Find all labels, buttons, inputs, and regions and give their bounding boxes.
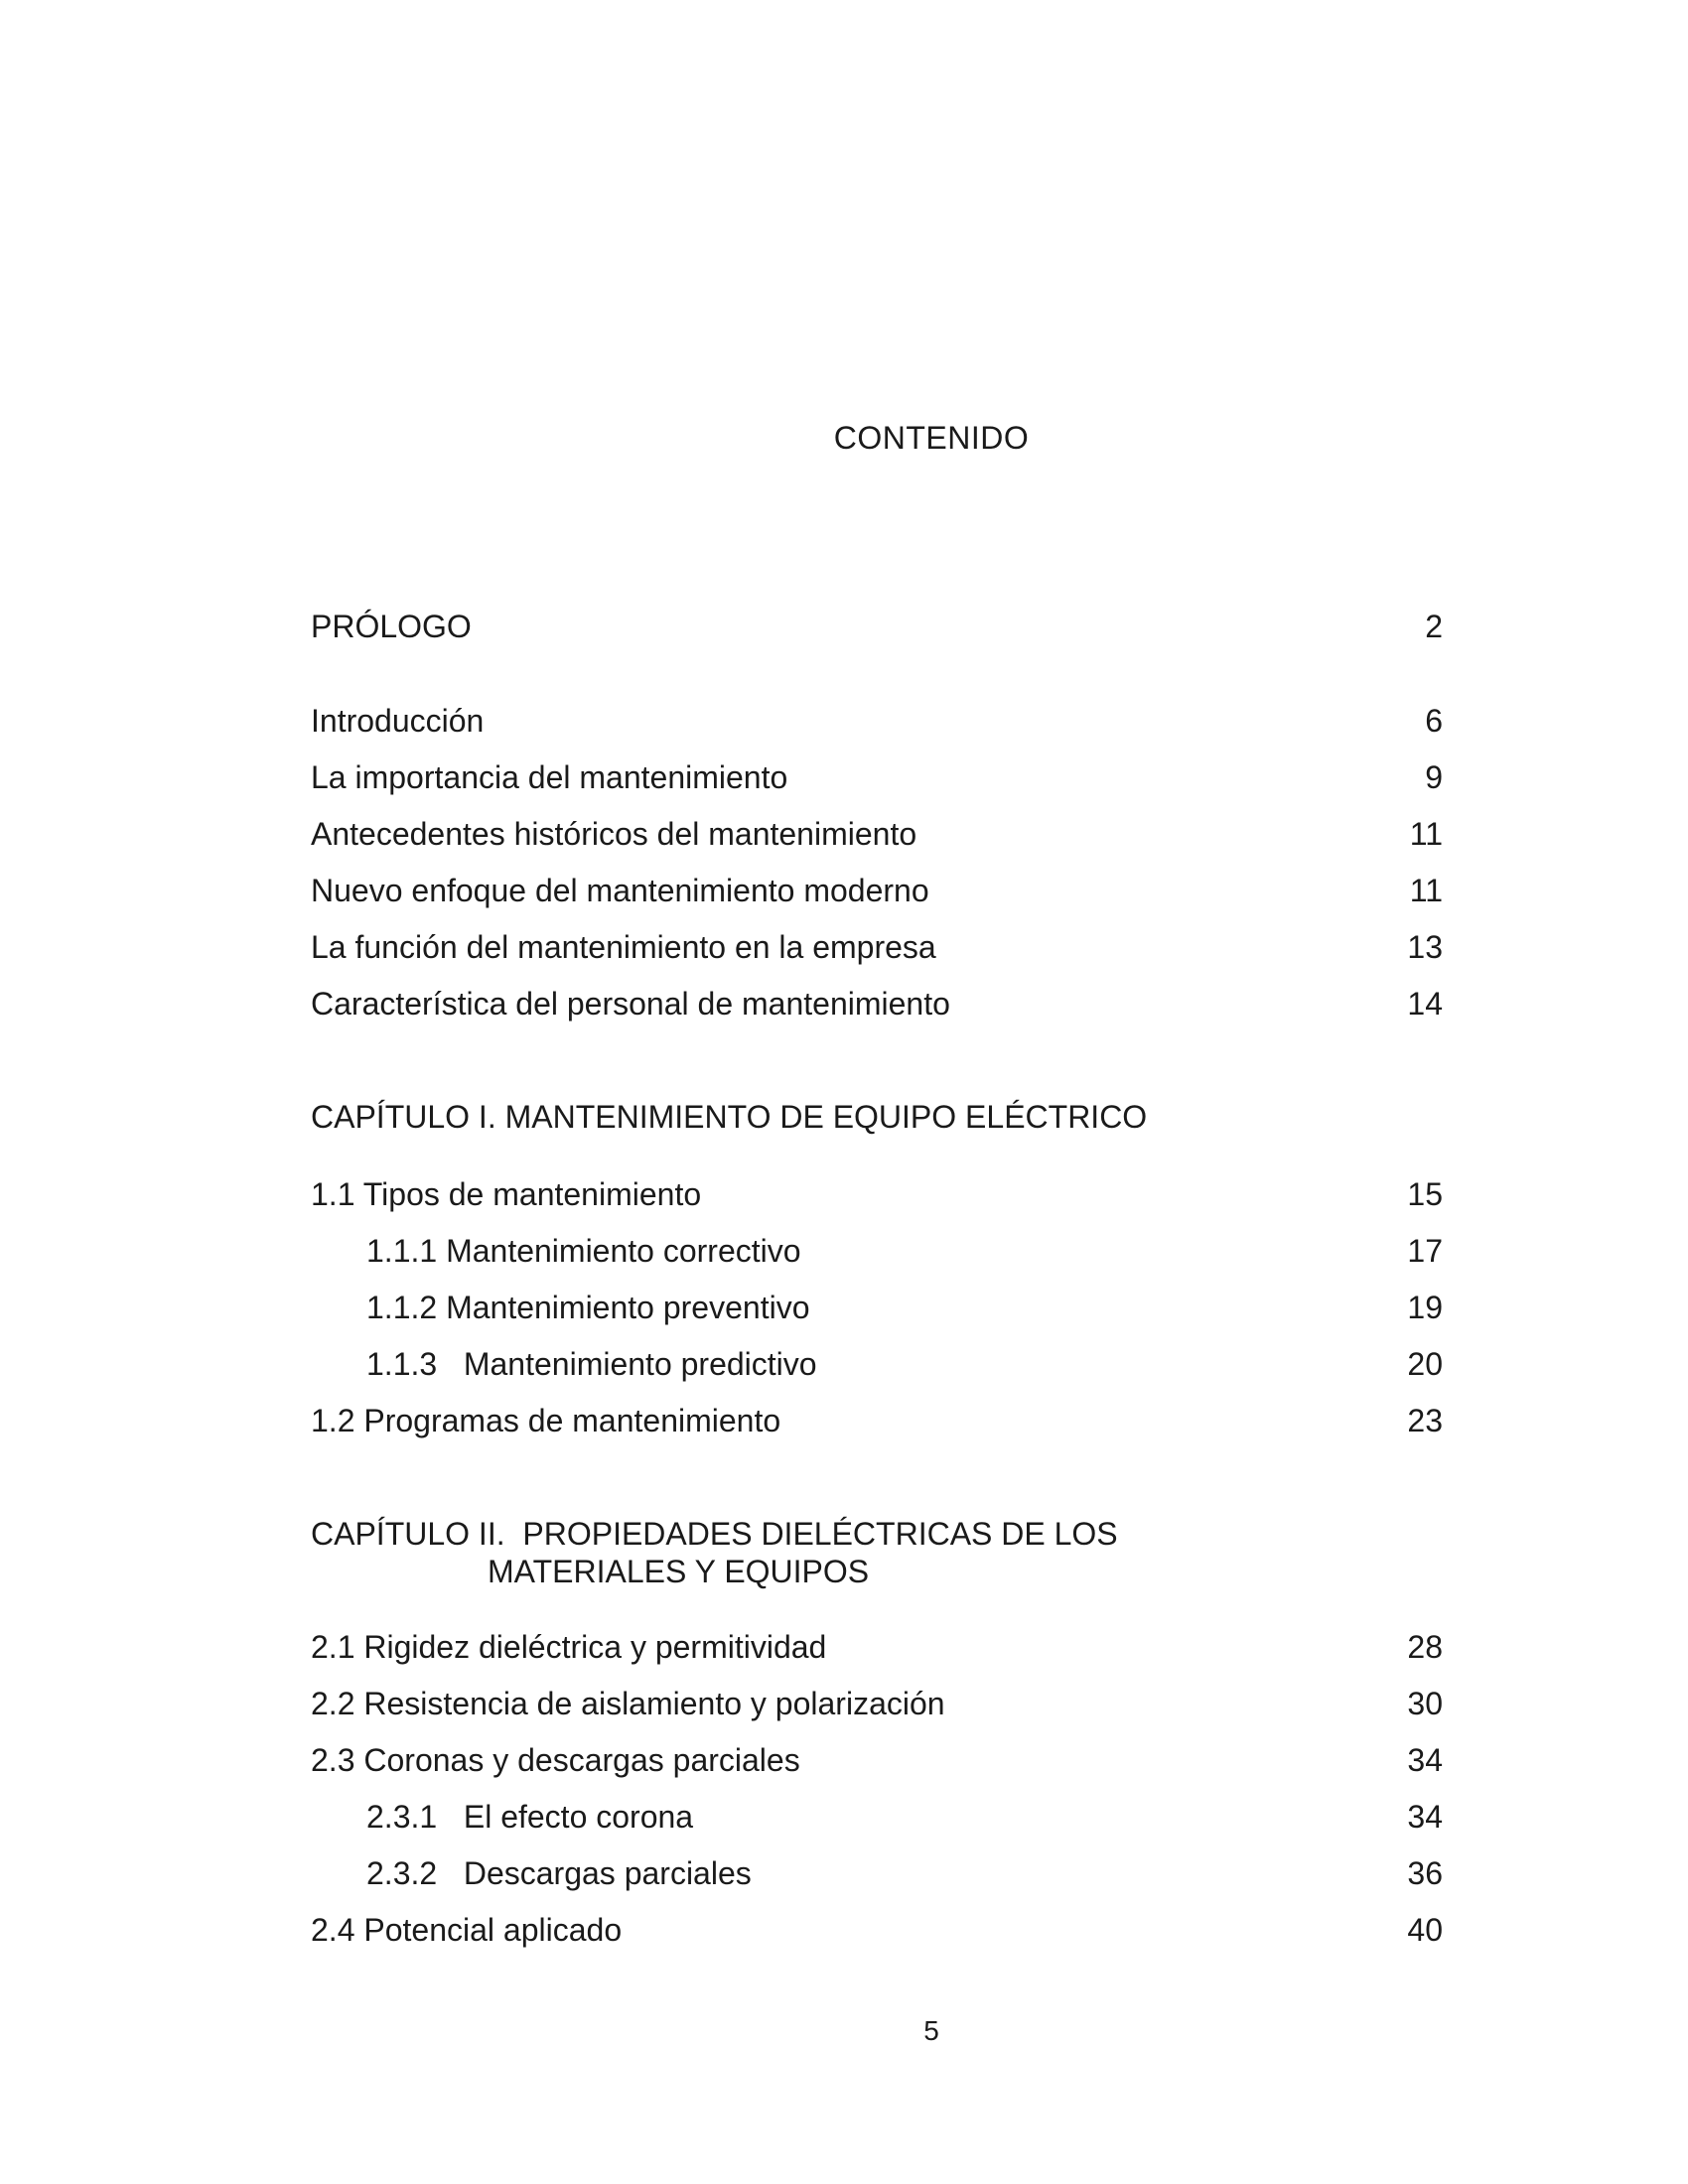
toc-entry-page: 6: [1425, 703, 1443, 739]
chapter-heading-line: MATERIALES Y EQUIPOS: [488, 1554, 870, 1589]
toc-entry-label: Antecedentes históricos del mantenimiento: [311, 816, 917, 852]
toc-entry-page: 28: [1407, 1629, 1443, 1665]
toc-entry-label: La importancia del mantenimiento: [311, 759, 788, 795]
toc-entry-label: Característica del personal de mantenimiento: [311, 986, 950, 1022]
toc-entry-page: 13: [1407, 929, 1443, 965]
toc-entry-label: 2.2 Resistencia de aislamiento y polarización: [311, 1686, 945, 1721]
toc-entry-label: Introducción: [311, 703, 485, 739]
toc-entry-label: 1.2 Programas de mantenimiento: [311, 1403, 781, 1438]
toc-entry-label: PRÓLOGO: [311, 609, 472, 644]
chapter-heading: [311, 1515, 1118, 1590]
toc-entry-page: 30: [1407, 1686, 1443, 1721]
page-title: CONTENIDO: [833, 420, 1030, 456]
chapter-heading-line: CAPÍTULO II. PROPIEDADES DIELÉCTRICAS DE LOS: [311, 1516, 1118, 1552]
toc-entry-label: 2.4 Potencial aplicado: [311, 1912, 623, 1948]
toc-entry-page: 9: [1425, 759, 1443, 795]
toc-entry-page: 15: [1407, 1176, 1443, 1212]
toc-entry-page: 36: [1407, 1855, 1443, 1891]
toc-entry-page: 14: [1407, 986, 1443, 1022]
toc-entry-page: 11: [1409, 873, 1443, 908]
toc-entry-page: 11: [1409, 816, 1443, 852]
toc-entry-page: 20: [1407, 1346, 1443, 1382]
toc-entry-page: 34: [1407, 1799, 1443, 1835]
toc-entry-label: 1.1.3 Mantenimiento predictivo: [366, 1346, 817, 1382]
toc-entry-label: 2.3 Coronas y descargas parciales: [311, 1742, 800, 1778]
toc-entry-label: 2.3.1 El efecto corona: [366, 1799, 694, 1835]
toc-entry-label: 1.1.1 Mantenimiento correctivo: [366, 1233, 801, 1269]
toc-entry-page: 19: [1407, 1290, 1443, 1325]
toc-entry-label: 1.1.2 Mantenimiento preventivo: [366, 1290, 810, 1325]
toc-entry-page: 17: [1407, 1233, 1443, 1269]
toc-entry-label: 2.3.2 Descargas parciales: [366, 1855, 752, 1891]
toc-entry-label: La función del mantenimiento en la empresa: [311, 929, 936, 965]
page-number: 5: [923, 2015, 939, 2046]
toc-entry-page: 2: [1425, 609, 1443, 644]
toc-entry-label: 1.1 Tipos de mantenimiento: [311, 1176, 702, 1212]
toc-entry-label: 2.1 Rigidez dieléctrica y permitividad: [311, 1629, 827, 1665]
toc-entry-page: 23: [1407, 1403, 1443, 1438]
toc-entry-label: Nuevo enfoque del mantenimiento moderno: [311, 873, 929, 908]
toc-entry-page: 34: [1407, 1742, 1443, 1778]
chapter-heading: CAPÍTULO I. MANTENIMIENTO DE EQUIPO ELÉCTRICO: [311, 1099, 1148, 1135]
toc-entry-page: 40: [1407, 1912, 1443, 1948]
